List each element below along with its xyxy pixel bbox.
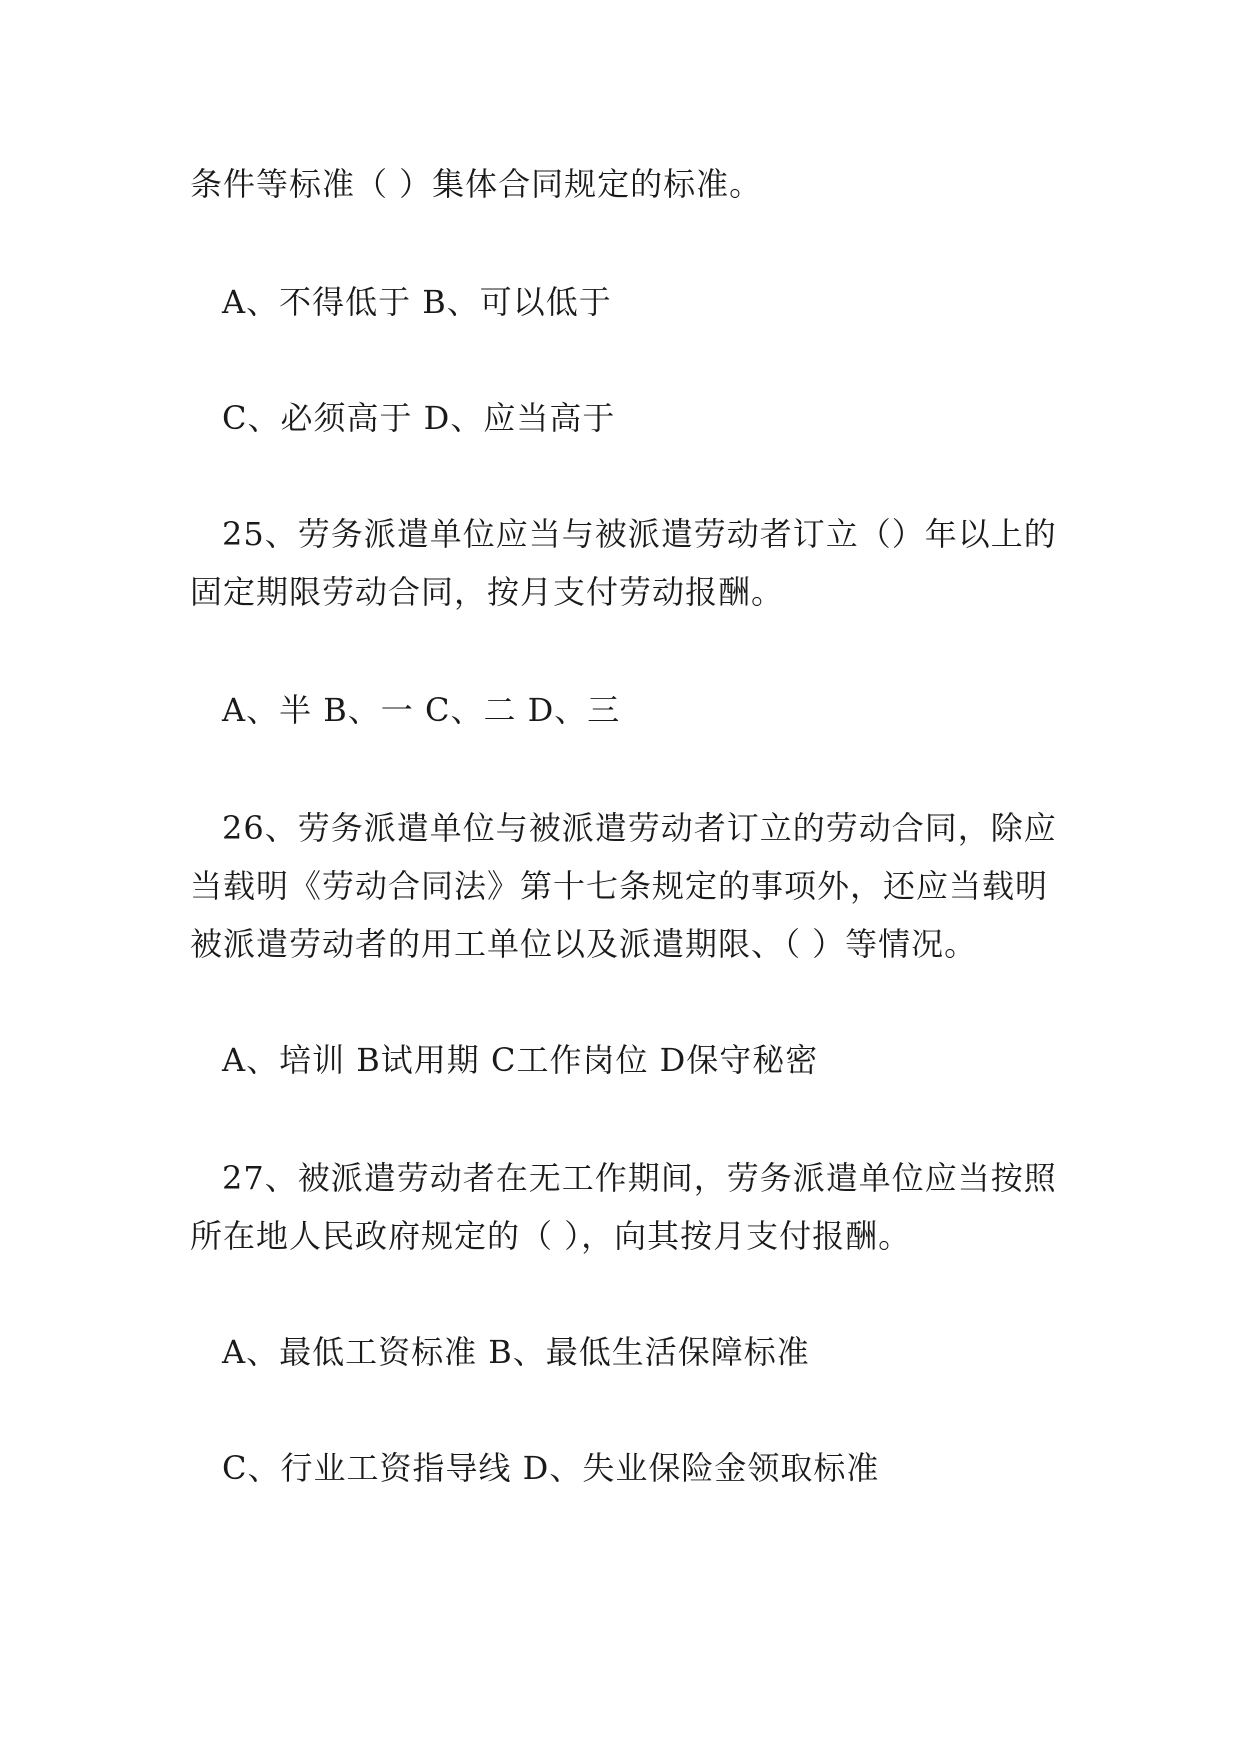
question-27-options-ab: A、最低工资标准 B、最低生活保障标准 (222, 1333, 810, 1371)
question-26-text-line-3: 被派遣劳动者的用工单位以及派遣期限、（ ）等情况。 (190, 925, 978, 963)
question-24-text-continuation: 条件等标准（ ）集体合同规定的标准。 (190, 165, 763, 203)
question-25-text-line-2: 固定期限劳动合同，按月支付劳动报酬。 (190, 573, 785, 611)
question-27-text-line-1: 27、被派遣劳动者在无工作期间，劳务派遣单位应当按照 (222, 1159, 1057, 1197)
question-27-text-line-2: 所在地人民政府规定的（ ），向其按月支付报酬。 (190, 1217, 912, 1255)
question-26-options: A、培训 B试用期 C工作岗位 D保守秘密 (222, 1041, 819, 1079)
question-26-text-line-1: 26、劳务派遣单位与被派遣劳动者订立的劳动合同，除应 (222, 809, 1057, 847)
question-25-text-line-1: 25、劳务派遣单位应当与被派遣劳动者订立（）年以上的 (222, 515, 1057, 553)
question-24-options-ab: A、不得低于 B、可以低于 (222, 283, 612, 321)
question-24-options-cd: C、必须高于 D、应当高于 (222, 399, 616, 437)
question-25-options: A、半 B、一 C、二 D、三 (222, 691, 621, 729)
question-27-options-cd: C、行业工资指导线 D、失业保险金领取标准 (222, 1449, 880, 1487)
question-26-text-line-2: 当载明《劳动合同法》第十七条规定的事项外，还应当载明 (190, 867, 1049, 905)
